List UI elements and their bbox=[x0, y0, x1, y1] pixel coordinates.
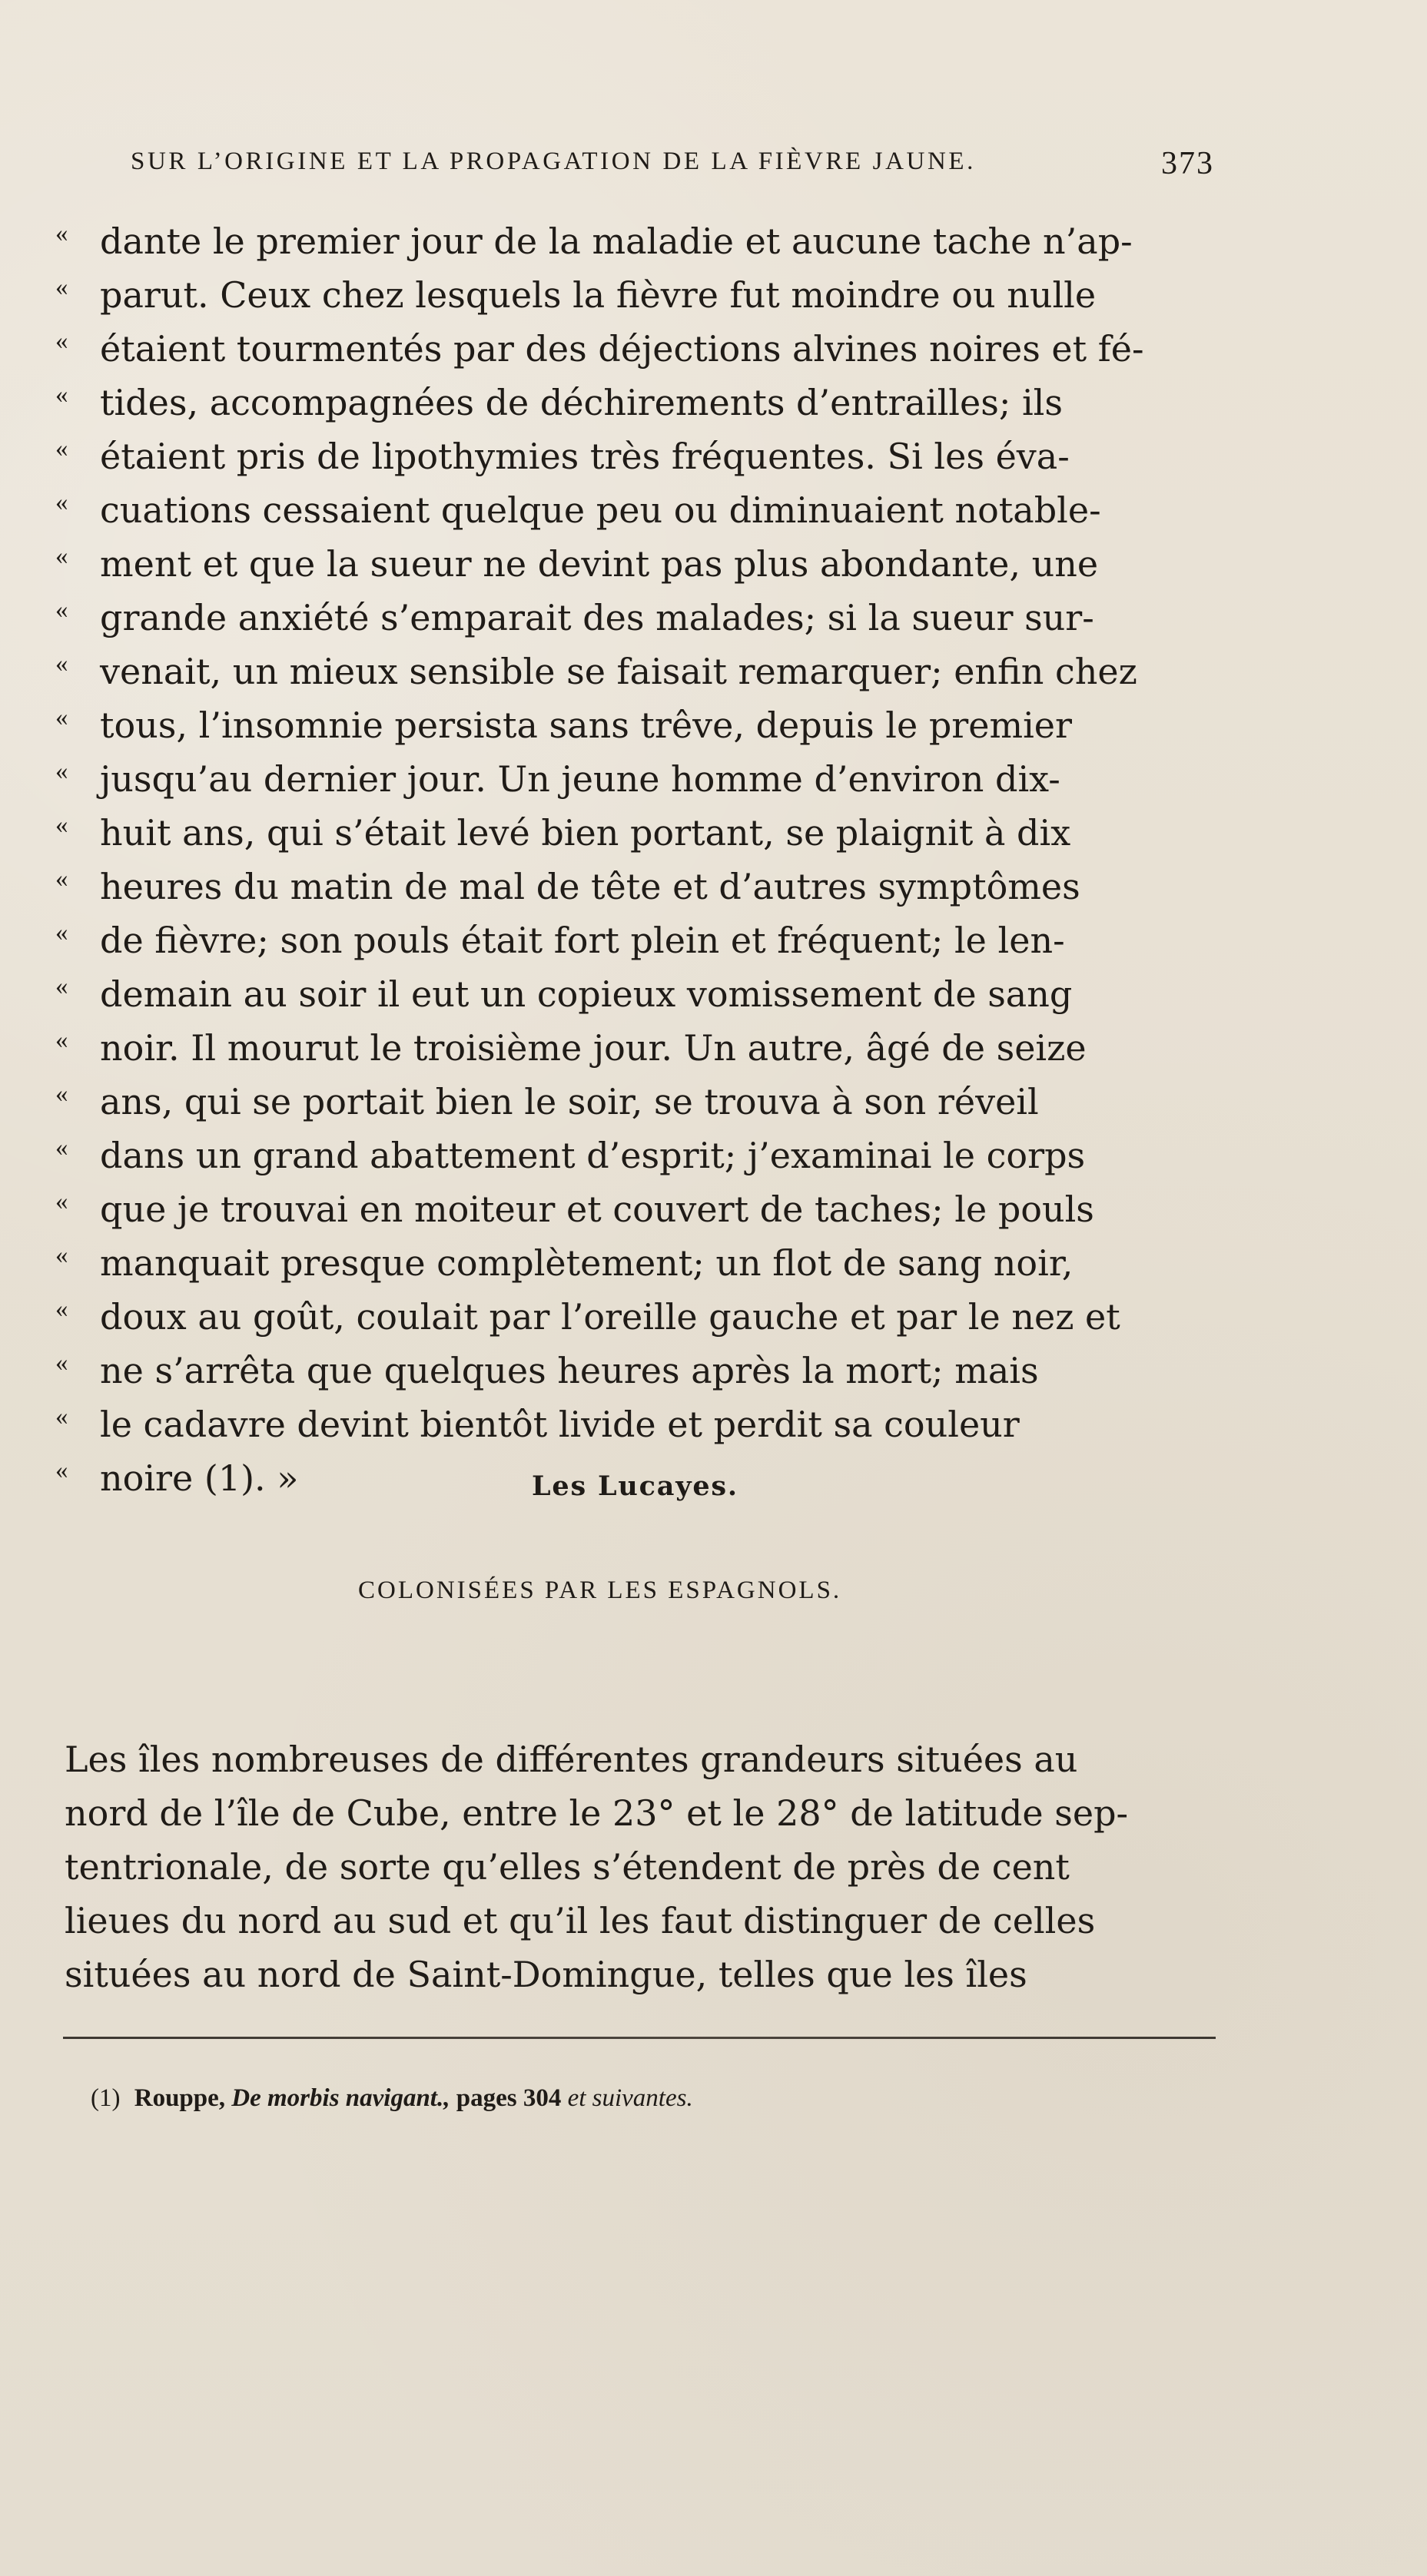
quote-mark: « bbox=[55, 865, 68, 893]
quote-line bbox=[55, 1074, 1223, 1129]
quote-line-text: étaient tourmentés par des déjections alvines noires et fé- bbox=[100, 328, 1144, 370]
footnote bbox=[91, 2084, 693, 2113]
quote-line-text: parut. Ceux chez lesquels la fièvre fut moindre ou nulle bbox=[100, 274, 1097, 316]
footnote-divider bbox=[63, 2037, 1216, 2039]
quote-line bbox=[55, 644, 1223, 699]
quote-mark: « bbox=[55, 381, 68, 409]
quote-line-text: noire (1). » bbox=[100, 1457, 299, 1499]
quote-line bbox=[55, 1020, 1223, 1076]
running-title: SUR L’ORIGINE ET LA PROPAGATION DE LA FIÈVRE JAUNE. bbox=[131, 148, 977, 175]
body-line: situées au nord de Saint-Domingue, telles que les îles bbox=[65, 1954, 1027, 1995]
quote-mark: « bbox=[55, 1457, 68, 1484]
quote-mark: « bbox=[55, 650, 68, 678]
quote-mark: « bbox=[55, 1188, 68, 1215]
quote-line bbox=[55, 859, 1223, 914]
quote-line-text: cuations cessaient quelque peu ou diminuaient notable- bbox=[100, 489, 1101, 531]
quote-line-text: ment et que la sueur ne devint pas plus abondante, une bbox=[100, 543, 1099, 585]
page-number: 373 bbox=[1161, 146, 1214, 181]
body-line: Les îles nombreuses de différentes grandeurs situées au bbox=[65, 1739, 1078, 1780]
quote-mark: « bbox=[55, 1403, 68, 1431]
quote-line bbox=[55, 267, 1223, 323]
quote-line bbox=[55, 805, 1223, 860]
footnote-work: De morbis navigant., bbox=[231, 2084, 450, 2112]
quote-line-text: venait, un mieux sensible se faisait remarquer; enfin chez bbox=[100, 651, 1137, 692]
quote-line-text: heures du matin de mal de tête et d’autres symptômes bbox=[100, 866, 1080, 907]
quote-mark: « bbox=[55, 1242, 68, 1269]
section-subtitle: COLONISÉES PAR LES ESPAGNOLS. bbox=[358, 1576, 842, 1604]
quote-line-text: huit ans, qui s’était levé bien portant, se plaignit à dix bbox=[100, 812, 1071, 854]
quote-line bbox=[55, 751, 1223, 807]
quote-mark: « bbox=[55, 327, 68, 355]
quote-mark: « bbox=[55, 1080, 68, 1108]
quote-line-text: dante le premier jour de la maladie et aucune tache n’ap- bbox=[100, 220, 1133, 262]
quote-line bbox=[55, 590, 1223, 645]
page-header bbox=[131, 148, 1214, 184]
quote-line-text: ne s’arrêta que quelques heures après la mort; mais bbox=[100, 1350, 1039, 1391]
quote-mark: « bbox=[55, 919, 68, 947]
quote-line-text: ans, qui se portait bien le soir, se trouva à son réveil bbox=[100, 1081, 1039, 1122]
quote-mark: « bbox=[55, 489, 68, 516]
quote-line-text: manquait presque complètement; un flot de sang noir, bbox=[100, 1242, 1074, 1284]
body-line: tentrionale, de sorte qu’elles s’étendent de près de cent bbox=[65, 1846, 1070, 1888]
quote-line-text: le cadavre devint bientôt livide et perdit sa couleur bbox=[100, 1404, 1020, 1445]
quote-mark: « bbox=[55, 542, 68, 570]
quote-mark: « bbox=[55, 1349, 68, 1377]
quote-line bbox=[55, 1235, 1223, 1291]
body-line: lieues du nord au sud et qu’il les faut distinguer de celles bbox=[65, 1900, 1096, 1941]
quote-line bbox=[55, 913, 1223, 968]
quote-mark: « bbox=[55, 1295, 68, 1323]
quote-line bbox=[55, 966, 1223, 1022]
quote-mark: « bbox=[55, 973, 68, 1000]
quote-line-text: dans un grand abattement d’esprit; j’examinai le corps bbox=[100, 1135, 1086, 1176]
quote-line bbox=[55, 1397, 1223, 1452]
quote-line-text: jusqu’au dernier jour. Un jeune homme d’environ dix- bbox=[100, 758, 1060, 800]
quote-mark: « bbox=[55, 435, 68, 462]
quote-mark: « bbox=[55, 1026, 68, 1054]
quote-line-text: tous, l’insomnie persista sans trêve, depuis le premier bbox=[100, 705, 1073, 746]
quote-mark: « bbox=[55, 704, 68, 731]
quote-line bbox=[55, 321, 1223, 376]
quote-line-text: grande anxiété s’emparait des malades; si la sueur sur- bbox=[100, 597, 1094, 638]
quote-line-text: noir. Il mourut le troisième jour. Un autre, âgé de seize bbox=[100, 1027, 1087, 1069]
quote-line-text: demain au soir il eut un copieux vomissement de sang bbox=[100, 973, 1073, 1015]
quote-line-text: doux au goût, coulait par l’oreille gauche et par le nez et bbox=[100, 1296, 1120, 1338]
quote-line bbox=[55, 698, 1223, 753]
quote-line bbox=[55, 1343, 1223, 1398]
footnote-marker: (1) bbox=[91, 2084, 121, 2112]
quote-mark: « bbox=[55, 1134, 68, 1162]
quote-mark: « bbox=[55, 220, 68, 247]
body-line: nord de l’île de Cube, entre le 23° et le 28° de latitude sep- bbox=[65, 1792, 1129, 1834]
quote-line bbox=[55, 1289, 1223, 1344]
quote-line-text: tides, accompagnées de déchirements d’entrailles; ils bbox=[100, 382, 1063, 423]
quote-line bbox=[55, 482, 1223, 538]
quote-mark: « bbox=[55, 758, 68, 785]
quote-line bbox=[55, 1128, 1223, 1183]
footnote-tail: et suivantes. bbox=[567, 2084, 693, 2112]
quote-line-text: étaient pris de lipothymies très fréquentes. Si les éva- bbox=[100, 436, 1070, 477]
quote-line bbox=[55, 536, 1223, 592]
footnote-pages: pages 304 bbox=[456, 2084, 562, 2112]
quote-mark: « bbox=[55, 596, 68, 624]
quote-line-text: que je trouvai en moiteur et couvert de taches; le pouls bbox=[100, 1189, 1094, 1230]
section-title: Les Lucayes. bbox=[532, 1470, 738, 1502]
quote-line bbox=[55, 214, 1223, 269]
quote-line bbox=[55, 1182, 1223, 1237]
quote-line-text: de fièvre; son pouls était fort plein et fréquent; le len- bbox=[100, 920, 1065, 961]
quote-line bbox=[55, 429, 1223, 484]
quote-mark: « bbox=[55, 811, 68, 839]
footnote-author: Rouppe, bbox=[134, 2084, 226, 2112]
quote-line bbox=[55, 375, 1223, 430]
quote-mark: « bbox=[55, 274, 68, 301]
